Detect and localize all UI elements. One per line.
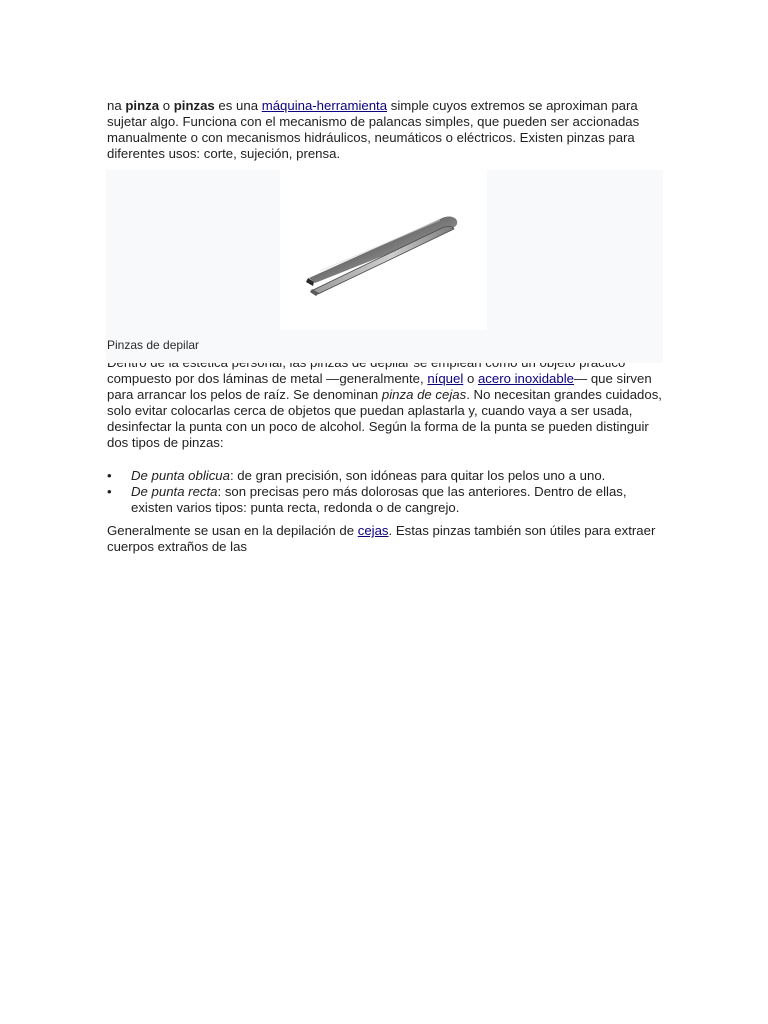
bullet-icon: •	[107, 468, 112, 483]
pinza-de-cejas-term: pinza de cejas	[381, 387, 467, 402]
article	[107, 98, 667, 555]
section-text-4: . No necesitan grandes cuidados, solo evitar colocarlas cerca de objetos que puedan aplastarla y, cuando vaya a ser usada, desinfectar la punta con un poco de alcohol. Según la forma de la punta se pueden distinguir dos tipos de pinzas:	[107, 387, 662, 450]
list-item-text: : de gran precisión, son idóneas para quitar los pelos uno a uno.	[229, 468, 606, 483]
intro-middle-2: es una	[214, 98, 262, 113]
closing-text-2: . Estas pinzas también son útiles para extraer cuerpos extraños de las	[107, 523, 656, 554]
list-item	[107, 468, 667, 484]
tweezers-image	[280, 170, 487, 330]
intro-prefix: na	[107, 98, 126, 113]
maquina-herramienta-link[interactable]: máquina-herramienta	[261, 98, 388, 113]
list-item-text: : son precisas pero más dolorosas que las anteriores. Dentro de ellas, existen varios tipos: punta recta, redonda o de cangrejo.	[131, 484, 627, 515]
tweezers-illustration	[280, 170, 487, 330]
term-pinza: pinza	[125, 98, 160, 113]
acero-inoxidable-link[interactable]: acero inoxidable	[477, 371, 574, 386]
term-pinzas: pinzas	[173, 98, 215, 113]
section-text-2: o	[463, 371, 478, 386]
intro-middle-1: o	[159, 98, 174, 113]
section-paragraph	[107, 355, 667, 451]
section-text-1: compuesto por dos láminas de metal —generalmente,	[107, 371, 424, 386]
list-item-term: De punta oblicua	[131, 468, 230, 483]
figure	[106, 170, 663, 363]
section-text-3: — que sirven para arrancar los pelos de raíz. Se denominan	[107, 371, 652, 402]
tweezer-arm-upper	[309, 217, 457, 284]
intro-paragraph	[107, 98, 667, 162]
tweezer-arm-lower	[313, 226, 454, 294]
types-list	[107, 468, 667, 516]
bullet-icon: •	[107, 484, 112, 499]
intro-rest: simple cuyos extremos se aproximan para sujetar algo. Funciona con el mecanismo de palancas simples, que pueden ser accionadas manualmente o con mecanismos hidráulicos, neumáticos o eléctricos. Existen pinzas para diferentes usos: corte, sujeción, prensa.	[107, 98, 640, 161]
closing-text-1: Generalmente se usan en la depilación de	[107, 523, 358, 538]
niquel-link[interactable]: níquel	[427, 371, 464, 386]
closing-paragraph	[107, 523, 667, 555]
figure-caption: Pinzas de depilar	[107, 338, 200, 352]
list-item	[107, 484, 667, 516]
list-item-term: De punta recta	[131, 484, 218, 499]
cejas-link[interactable]: cejas	[357, 523, 389, 538]
